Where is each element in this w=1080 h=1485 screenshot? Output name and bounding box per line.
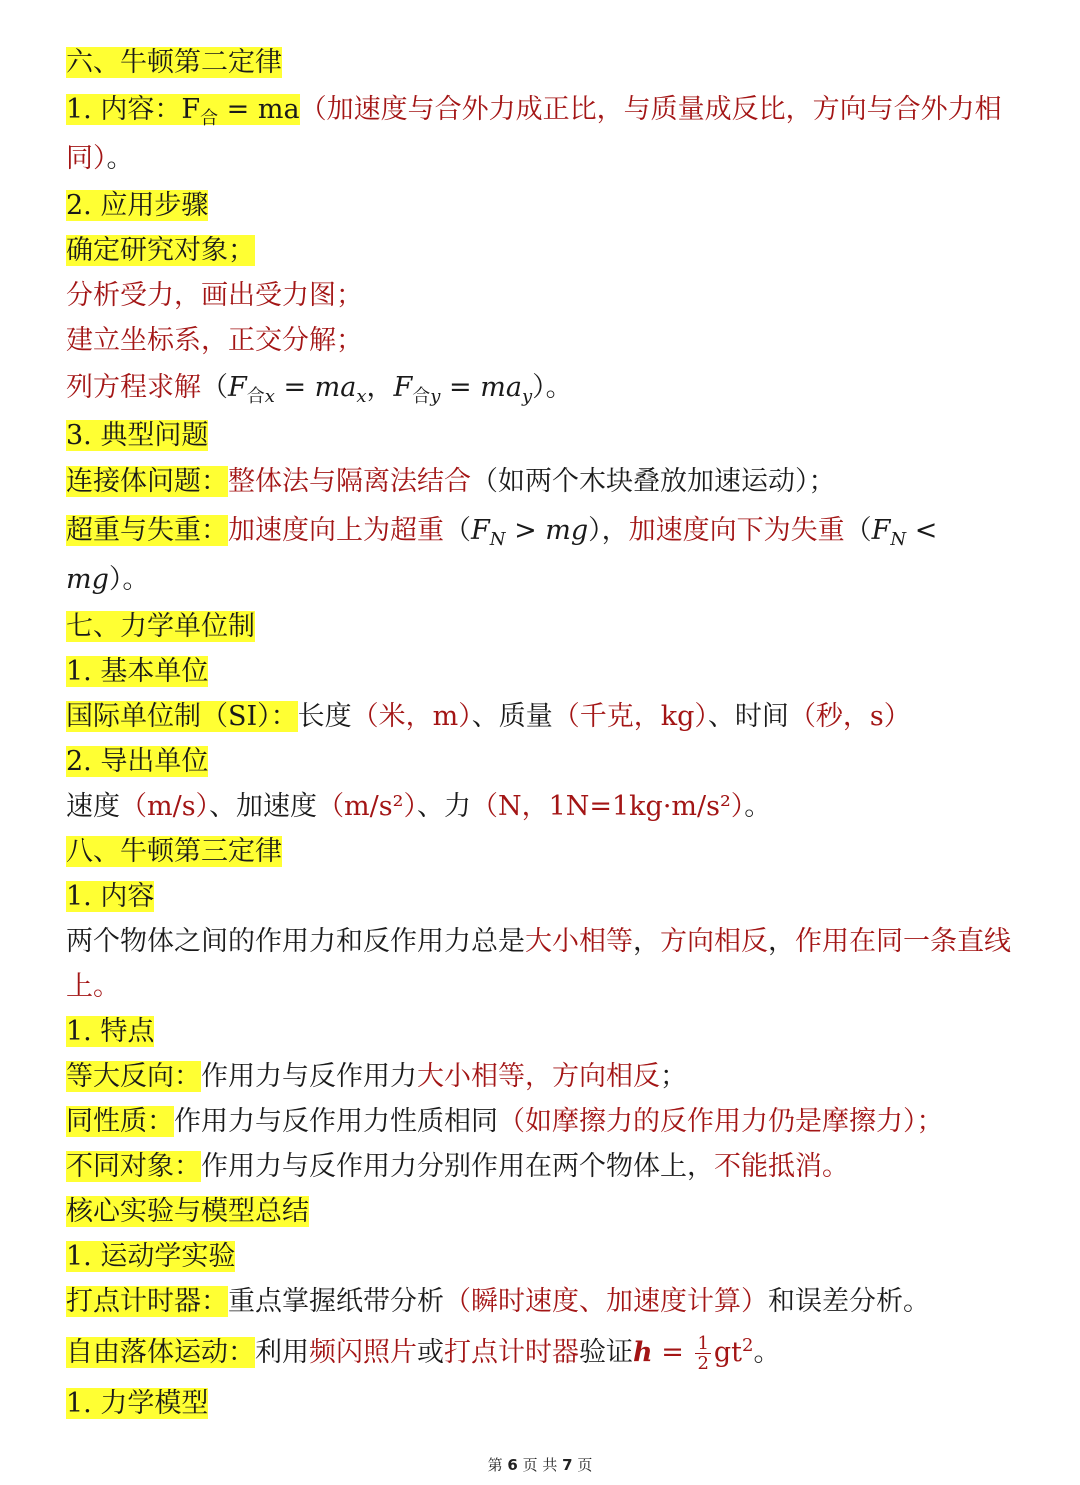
punctuation: 。 [753, 1337, 781, 1368]
red-text: （秒，s） [788, 701, 911, 732]
red-text: （m/s²） [317, 791, 417, 822]
red-text: （N，1N=1kg·m/s²） [470, 791, 745, 822]
formula-subscript: N [489, 529, 506, 550]
punctuation: ， [768, 926, 795, 957]
content-line [66, 228, 1016, 273]
section-heading [66, 604, 1016, 649]
formula-text: = [652, 1337, 693, 1368]
subheading-text: 3. 典型问题 [66, 420, 209, 451]
item-label: 不同对象： [66, 1151, 201, 1182]
red-text: 加速度向下为失重 [628, 515, 845, 546]
body-text: 作用力与反作用力分别作用在两个物体上， [201, 1151, 714, 1182]
sub-char: 合 [246, 386, 265, 407]
item-label: 连接体问题： [66, 466, 228, 497]
document-page [66, 40, 1016, 1426]
punctuation: ）， [588, 515, 629, 546]
body-text: 利用 [255, 1337, 309, 1368]
body-text: 两个物体之间的作用力和反作用力总是 [66, 926, 525, 957]
heading-text: 六、牛顿第二定律 [66, 47, 282, 78]
content-line: 建立坐标系，正交分解； [66, 325, 363, 356]
content-line [66, 1144, 1016, 1189]
fraction-denominator: 2 [697, 1353, 709, 1374]
total-page-number: 7 [562, 1456, 573, 1474]
item-label: 自由落体运动： [66, 1337, 255, 1368]
content-line: 分析受力，画出受力图； [66, 280, 363, 311]
red-note: （加速度与合外力成正比，与质量成反比，方向与合外力相同） [66, 94, 1002, 174]
body-text: 、质量 [471, 701, 553, 732]
red-text: （如摩擦力的反作用力仍是摩擦力）； [498, 1106, 944, 1137]
formula-subscript: y [521, 386, 533, 407]
body-text: 、加速度 [209, 791, 318, 822]
subheading [66, 1234, 1016, 1279]
red-text: 列方程求解 [66, 372, 201, 403]
red-text: （米，m） [351, 701, 472, 732]
punctuation: ， [633, 926, 660, 957]
formula-subscript: N [890, 529, 907, 550]
content-line [66, 919, 1016, 1009]
punctuation: ， [366, 372, 394, 403]
subheading-text: 1. 基本单位 [66, 656, 209, 687]
content-line [66, 1325, 1016, 1381]
formula-subscript [247, 386, 275, 407]
formula-subscript: 合 [200, 108, 219, 129]
red-text: （瞬时速度、加速度计算） [444, 1286, 768, 1317]
page-footer [0, 1454, 1080, 1475]
red-text: （千克，kg） [552, 701, 708, 732]
subheading-text: 2. 应用步骤 [66, 190, 209, 221]
content-line [66, 458, 1016, 506]
footer-text: 页 [577, 1456, 593, 1474]
subheading-text: 2. 导出单位 [66, 746, 209, 777]
red-text: 大小相等 [525, 926, 633, 957]
punctuation: 。 [106, 143, 134, 174]
body-text: 速度 [66, 791, 120, 822]
formula-symbol: F [471, 515, 490, 546]
subheading-text: 1. 运动学实验 [66, 1241, 236, 1272]
sub-char: x [264, 386, 275, 407]
punctuation: 。 [744, 791, 772, 822]
body-text: 验证 [579, 1337, 633, 1368]
body-text: 长度 [297, 701, 352, 732]
punctuation: ）。 [108, 564, 150, 595]
content-line [66, 1279, 1016, 1325]
current-page-number: 6 [507, 1456, 518, 1474]
content-line [66, 1099, 1016, 1144]
subheading [66, 649, 1016, 694]
red-text: 作用在同一条直线上。 [66, 926, 1011, 1002]
body-text: 或 [417, 1337, 444, 1368]
content-line [66, 694, 1016, 739]
subheading [66, 183, 1016, 228]
subheading [66, 413, 1016, 458]
red-text: 频闪照片 [309, 1337, 417, 1368]
content-line [66, 1054, 1016, 1099]
content-line [66, 363, 1016, 413]
item-label: 超重与失重： [66, 515, 228, 546]
section-heading [66, 1189, 1016, 1234]
red-text: 整体法与隔离法结合 [228, 466, 471, 497]
section-heading [66, 829, 1016, 874]
red-text: 加速度向上为超重 [228, 515, 444, 546]
red-text: 方向相反 [660, 926, 768, 957]
punctuation: （ [444, 515, 471, 546]
formula-symbol: h [633, 1337, 653, 1368]
body-text: 作用力与反作用力 [201, 1061, 417, 1092]
sub-char: y [430, 386, 441, 407]
formula-text: = ma [218, 94, 300, 125]
body-text: 重点掌握纸带分析 [228, 1286, 444, 1317]
red-text: 不能抵消。 [714, 1151, 849, 1182]
punctuation: ）。 [532, 372, 573, 403]
formula-text: < [906, 515, 938, 546]
formula-subscript: x [356, 386, 367, 407]
subheading-text: 1. 力学模型 [66, 1388, 209, 1419]
formula-symbol: F [228, 372, 247, 403]
step-text: 确定研究对象； [66, 235, 255, 266]
subheading [66, 1381, 1016, 1426]
item-label: 打点计时器： [66, 1286, 228, 1317]
section-heading [66, 40, 1016, 85]
subheading [66, 739, 1016, 784]
formula-fraction [695, 1334, 710, 1373]
punctuation: （ [844, 515, 872, 546]
item-label: 同性质： [66, 1106, 174, 1137]
red-text: 大小相等，方向相反 [417, 1061, 660, 1092]
formula-symbol: F [393, 372, 413, 403]
formula-superscript: 2 [742, 1335, 754, 1356]
item-label: 国际单位制（SI）： [66, 701, 298, 732]
formula-text: = ma [440, 372, 522, 403]
subheading-text: 1. 内容 [66, 881, 155, 912]
fraction-numerator: 1 [697, 1333, 709, 1354]
punctuation: ； [660, 1061, 687, 1092]
formula-text: > mg [505, 515, 589, 546]
body-text: 作用力与反作用力性质相同 [174, 1106, 498, 1137]
content-line [66, 784, 1016, 829]
heading-text: 七、力学单位制 [66, 611, 255, 642]
body-text: 、时间 [707, 701, 789, 732]
formula-symbol: F [181, 94, 201, 125]
body-text: （如两个木块叠放加速运动）； [471, 466, 836, 497]
body-text: 和误差分析。 [768, 1286, 930, 1317]
label-text: 1. 内容： [66, 94, 182, 125]
formula-subscript [412, 386, 440, 407]
subheading [66, 1009, 1016, 1054]
footer-text: 第 [487, 1456, 503, 1474]
footer-text: 页 共 [522, 1456, 558, 1474]
formula-text: mg [66, 564, 109, 595]
red-text: 打点计时器 [444, 1337, 579, 1368]
item-label [66, 94, 300, 129]
content-line [66, 506, 1016, 604]
body-text: 、力 [416, 791, 471, 822]
formula-text: gt [713, 1337, 743, 1368]
formula-text: = ma [274, 372, 357, 403]
subheading [66, 874, 1016, 919]
punctuation: （ [201, 372, 228, 403]
sub-char: 合 [412, 386, 431, 407]
item-label: 等大反向： [66, 1061, 201, 1092]
heading-text: 核心实验与模型总结 [66, 1196, 309, 1227]
red-text: （m/s） [120, 791, 210, 822]
content-line [66, 85, 1016, 183]
heading-text: 八、牛顿第三定律 [66, 836, 282, 867]
subheading-text: 1. 特点 [66, 1016, 155, 1047]
formula-symbol: F [871, 515, 891, 546]
